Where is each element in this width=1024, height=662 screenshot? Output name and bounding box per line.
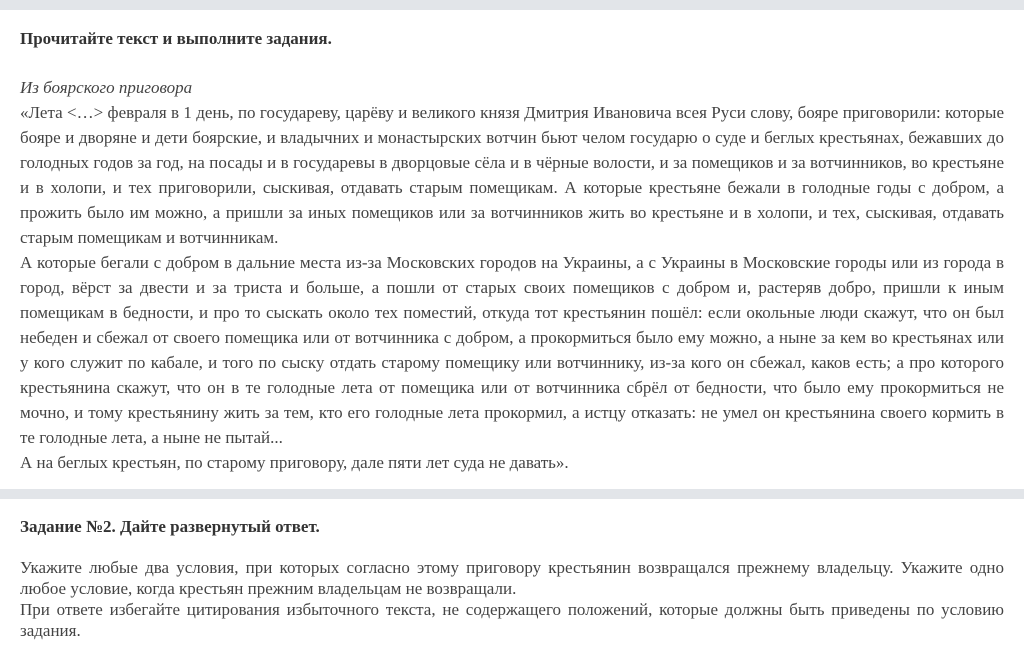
reading-section — [0, 10, 1024, 475]
reading-instruction: Прочитайте текст и выполните задания. — [20, 29, 332, 48]
task-heading: Задание №2. Дайте развернутый ответ. — [20, 517, 320, 536]
passage-paragraph-3: А на беглых крестьян, по старому приговору, дале пяти лет суда не давать». — [20, 453, 569, 472]
task-text — [20, 557, 1004, 641]
source-title: Из боярского приговора — [20, 78, 193, 97]
passage-paragraph-2: А которые бегали с добром в дальние места из-за Московских городов на Украины, а с Украины в Московские городы или из города в город, вёрст за двести и за триста и больше, а пошли от старых своих помещиков с добром и, растеряв добро, пришли к иным помещикам в бедности, и про то сыскать около тех поместий, откуда тот крестьянин пошёл: если окольные люди скажут, что он был небеден и сбежал от своего помещика или от вотчинника с добром, а прокормиться было ему можно, а ныне за кем во крестьянах или у кого служит по кабале, и того по сыску отдать старому помещику или вотчиннику, из-за кого он сбежал, каков есть; а про которого крестьянина скажут, что он в те голодные лета от помещика или от вотчинника сбрёл от бедности, что было ему прокормиться не мочно, и тому крестьянину жить за тем, кто его голодные лета прокормил, а истцу отказать: не умел он крестьянина своего кормить в те голодные лета, а ныне не пытай... — [20, 253, 1004, 447]
source-passage — [20, 100, 1004, 475]
passage-paragraph-1: «Лета <…> февраля в 1 день, по государеву, царёву и великого князя Дмитрия Ивановича всея Руси слову, бояре приговорили: которые бояре и дворяне и дети боярские, и владычних и монастырских вотчин бьют челом государю о суде и беглых крестьянах, бежавших до голодных годов за год, на посады и в государевы в дворцовые сёла и в чёрные волости, и за помещиков и за вотчинников, во крестьяне и в холопи, и тех приговорили, сыскивая, отдавать старым помещикам. А которые крестьяне бежали в голодные годы с добром, а прожить было им можно, а пришли за иных помещиков или за вотчинников жить во крестьяне и в холопи, и тех, сыскивая, отдавать старым помещикам и вотчинникам. — [20, 103, 1004, 247]
task-paragraph-1: Укажите любые два условия, при которых согласно этому приговору крестьянин возвращался прежнему владельцу. Укажите одно любое условие, когда крестьян прежним владельцам не возвращали. — [20, 558, 1004, 598]
task-paragraph-2: При ответе избегайте цитирования избыточного текста, не содержащего положений, которые должны быть приведены по условию задания. — [20, 600, 1004, 640]
task-section — [0, 499, 1024, 641]
section-divider-bar — [0, 489, 1024, 499]
top-divider-bar — [0, 0, 1024, 10]
